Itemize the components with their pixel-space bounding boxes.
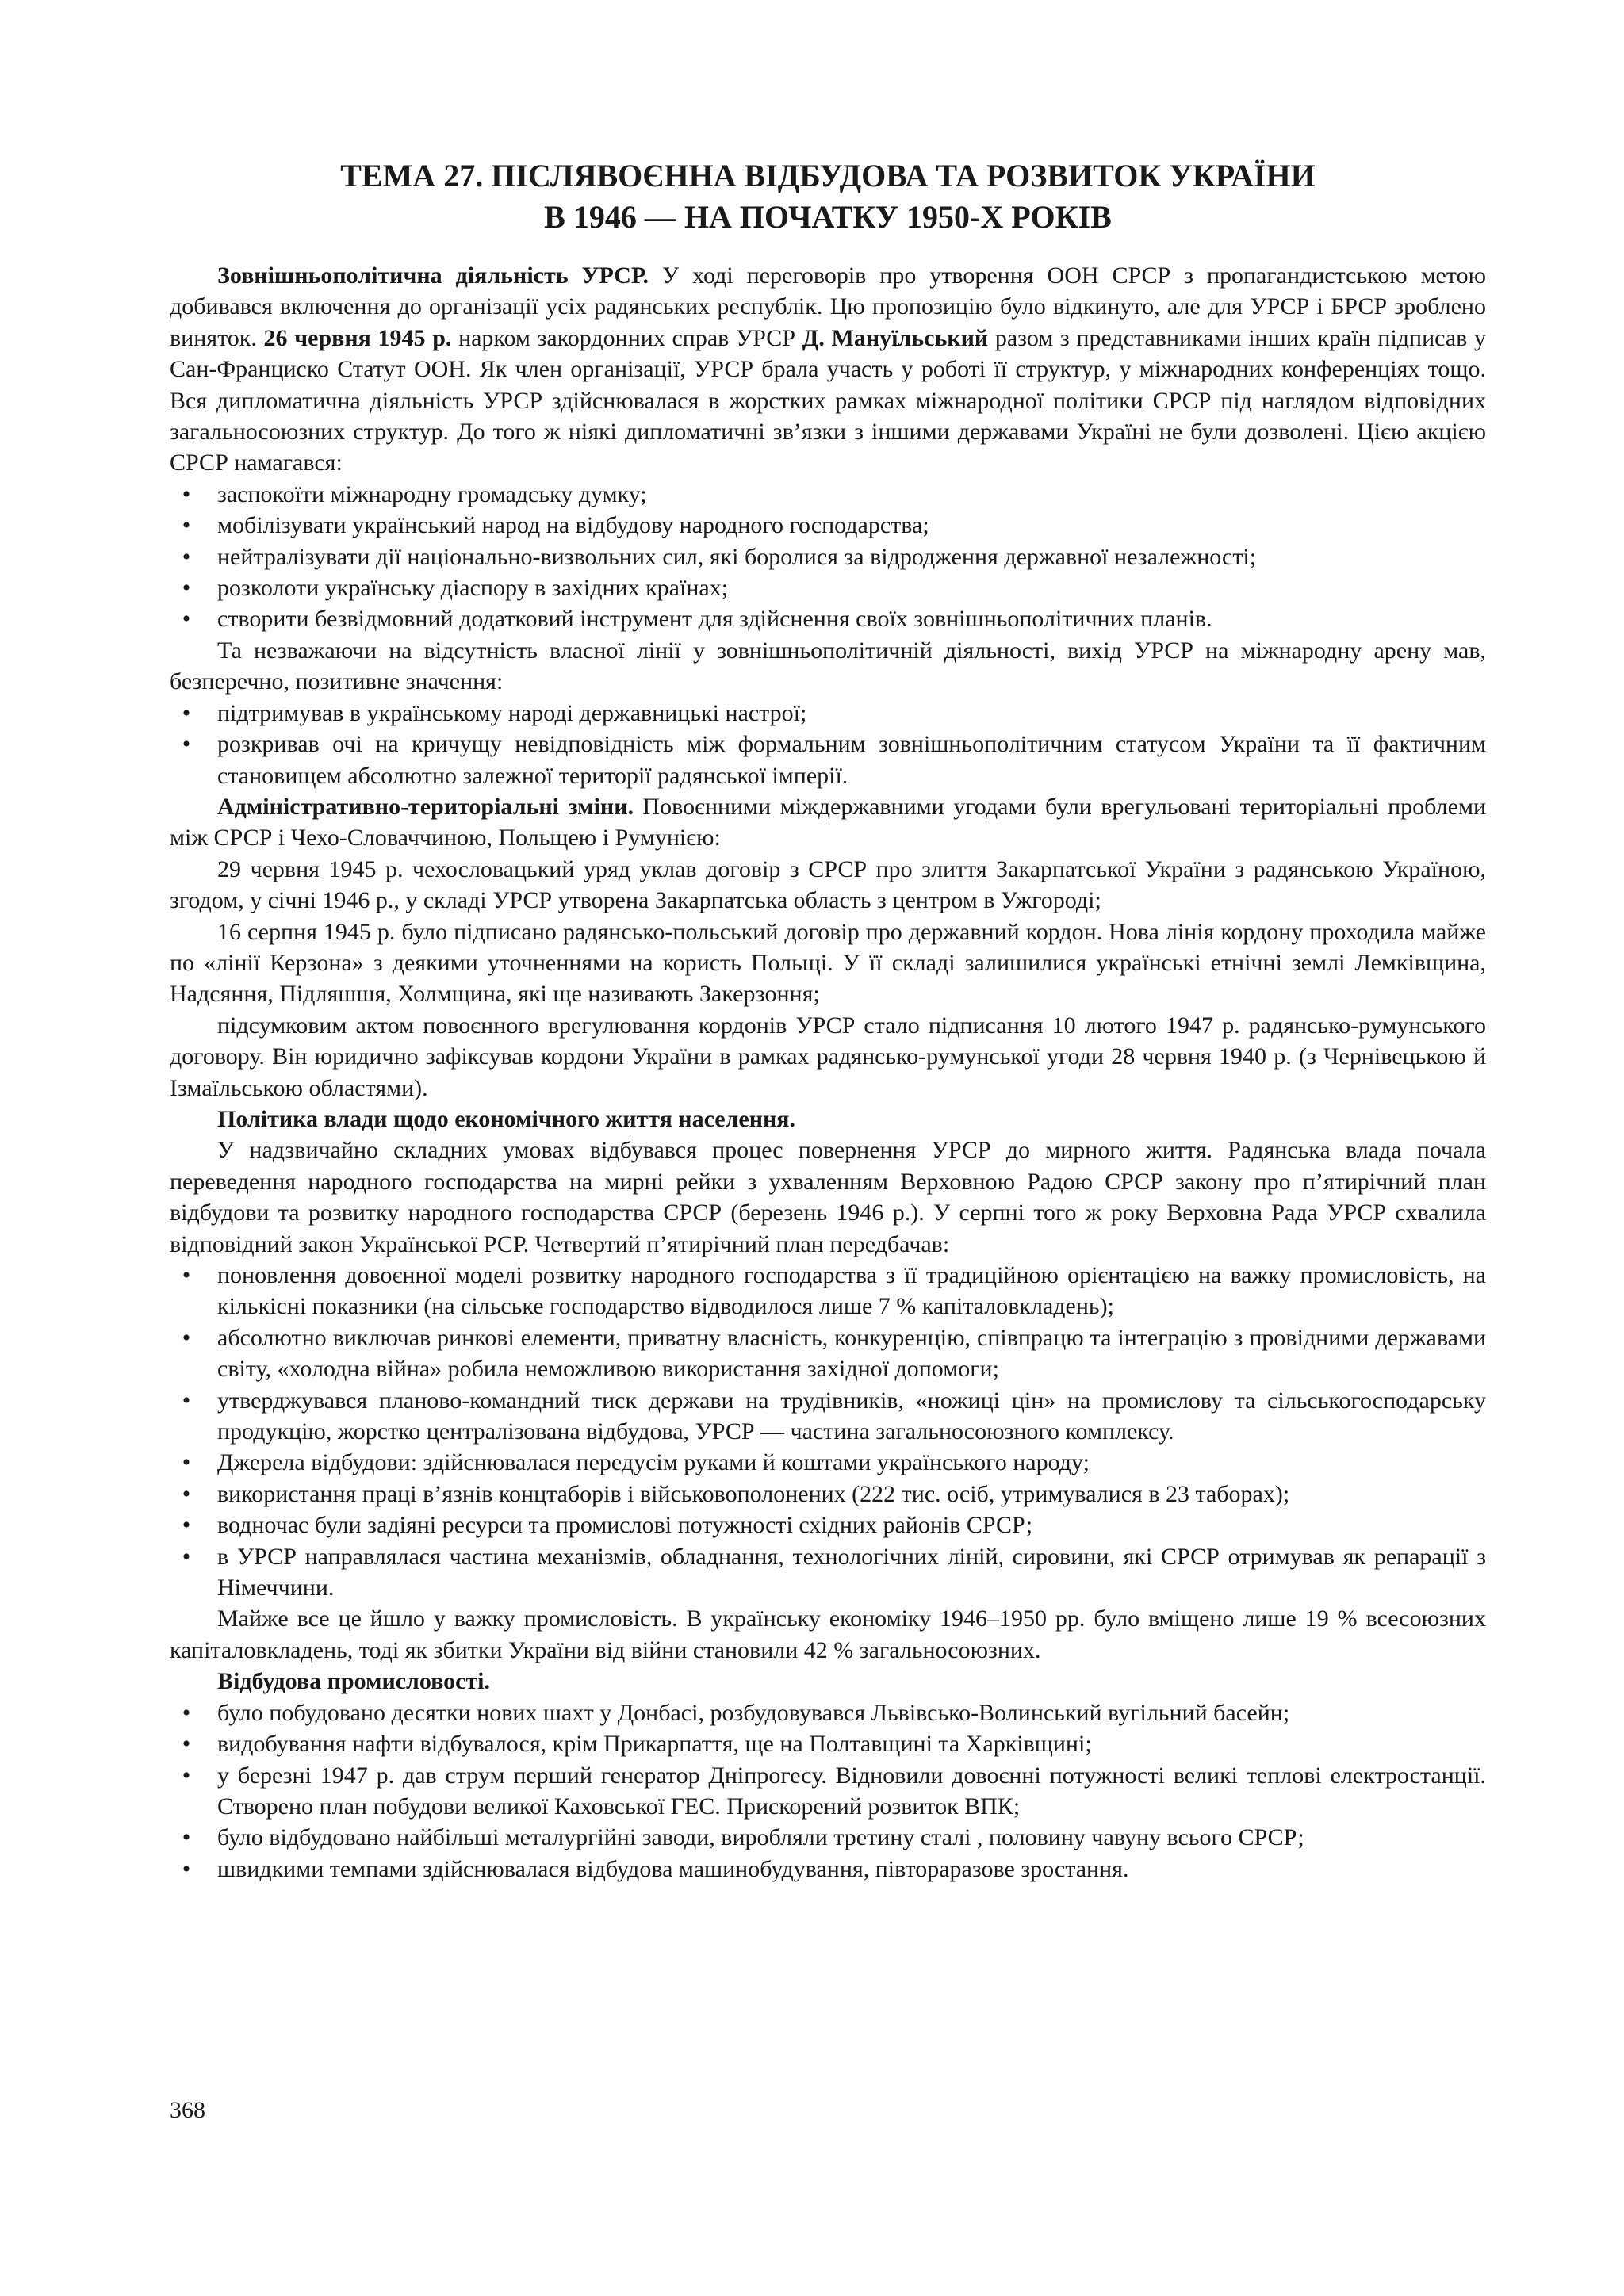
paragraph: Майже все це йшло у важку промисловість. В українську економіку 1946–1950 рр. було вміщено лише 19 % всесоюзних капіталовкладень, тоді як збитки України від війни становили 42 % загальносоюзних. [170,1605,1486,1663]
list-item [170,572,1486,603]
list-item [170,1479,1486,1510]
bullet-icon: • [182,1855,191,1882]
bullet-icon: • [182,1731,191,1758]
section-heading-foreign-policy: Зовнішньополітична діяльність УРСР. [217,262,649,289]
bold-date: 26 червня 1945 р. [263,324,452,351]
page-content [170,155,1486,1885]
paragraph: 29 червня 1945 р. чехословацький уряд уклав договір з СРСР про злиття Закарпатської України з радянською Україною, згодом, у січні 1946 р., у складі УРСР утворена Закарпатська область з центром в Ужгороді; [170,855,1486,914]
list-item-text: використання праці в’язнів концтаборів і військовополонених (222 тис. осіб, утримувалися в 23 таборах); [217,1480,1290,1507]
list-item [170,1854,1486,1885]
page-title [170,155,1486,238]
bullet-icon: • [182,731,191,758]
bullet-icon: • [182,1480,191,1507]
bullet-list-significance [170,698,1486,791]
title-line-2: В 1946 — НА ПОЧАТКУ 1950-Х РОКІВ [544,199,1112,235]
page-number: 368 [170,2097,205,2123]
list-item [170,541,1486,572]
list-item [170,1822,1486,1853]
list-item [170,1322,1486,1385]
section-heading-industry: Відбудова промисловості. [217,1668,491,1695]
text-run: нарком закордонних справ УРСР [451,324,802,351]
paragraph: У надзвичайно складних умовах відбувався процес повернення УРСР до мирного життя. Радянська влада почала переведення народного господарства на мирні рейки з ухваленням Верховною Радою СРСР закону про п’ятирічний план відбудови та розвитку народного господарства СРСР (березень 1946 р.). У серпні того ж року Верховна Рада УРСР схвалила відповідний закон Української РСР. Четвертий п’ятирічний план передбачав: [170,1137,1486,1257]
bullet-list-five-year-plan [170,1260,1486,1603]
bullet-icon: • [182,1449,191,1476]
list-item [170,1541,1486,1604]
bullet-icon: • [182,480,191,507]
body-text [170,260,1486,1885]
bullet-icon: • [182,1387,191,1414]
bullet-icon: • [182,1699,191,1726]
list-item-text: в УРСР направлялася частина механізмів, обладнання, технологічних ліній, сировини, які СРСР отримував як репарації з Німеччини. [217,1543,1486,1601]
list-item-text: мобілізувати український народ на відбудову народного господарства; [217,512,929,539]
list-item-text: утверджувався планово-командний тиск держави на трудівників, «ножиці цін» на промислову та сільськогосподарську продукцію, жорстко централізована відбудова, УРСР — частина загальносоюзного комплексу. [217,1387,1486,1445]
title-line-1: ТЕМА 27. ПІСЛЯВОЄННА ВІДБУДОВА ТА РОЗВИТОК УКРАЇНИ [340,158,1316,193]
bold-name: Д. Мануїльський [802,324,989,351]
list-item [170,603,1486,634]
list-item-text: абсолютно виключав ринкові елементи, приватну власність, конкуренцію, співпрацю та інтеграцію з провідними державами світу, «холодна війна» робила неможливою використання західної допомоги; [217,1324,1486,1383]
list-item-text: водночас були задіяні ресурси та промислові потужності східних районів СРСР; [217,1512,1033,1539]
list-item [170,1510,1486,1540]
bullet-list-industry [170,1697,1486,1885]
list-item-text: швидкими темпами здійснювалася відбудова машинобудування, півтораразове зростання. [217,1855,1129,1882]
list-item-text: нейтралізувати дії національно-визвольних сил, які боролися за відродження державної незалежності; [217,543,1257,570]
list-item-text: поновлення довоєнної моделі розвитку народного господарства з її традиційною орієнтацією на важку промисловість, на кількісні показники (на сільське господарство відводилося лише 7 % капіталовкладень); [217,1262,1486,1320]
list-item-text: розколоти українську діаспору в західних країнах; [217,575,729,602]
list-item-text: заспокоїти міжнародну громадську думку; [217,480,647,507]
list-item-text: створити безвідмовний додатковий інструмент для здійснення своїх зовнішньополітичних планів. [217,606,1212,633]
list-item [170,1760,1486,1823]
list-item [170,1385,1486,1448]
list-item-text: було побудовано десятки нових шахт у Донбасі, розбудовувався Львівсько-Волинський вугільний басейн; [217,1699,1290,1726]
list-item [170,1728,1486,1759]
bullet-icon: • [182,543,191,570]
paragraph: 16 серпня 1945 р. було підписано радянсько-польський договір про державний кордон. Нова лінія кордону проходила майже по «лінії Керзона» з деякими уточненнями на користь Польщі. У її складі залишилися українські етнічні землі Лемківщина, Надсяння, Підляшшя, Холмщина, які ще називають Закерзоння; [170,918,1486,1008]
bullet-icon: • [182,1762,191,1789]
list-item-text: видобування нафти відбувалося, крім Прикарпаття, ще на Полтавщині та Харківщині; [217,1731,1092,1758]
bullet-icon: • [182,699,191,726]
list-item [170,510,1486,541]
list-item [170,1697,1486,1728]
list-item [170,1260,1486,1322]
section-heading-territorial: Адміністративно-територіальні зміни. [217,793,634,820]
text-run: У ході переговорів про утворення ООН СРСР з пропагандистською метою добивався включення до організації усіх радянських республік. Цю пропозицію було відкинуто, але для УРСР і БРСР зроблено виняток. [170,262,1486,351]
paragraph-foreign-policy [170,260,1486,479]
list-item-text: було відбудовано найбільші металургійні заводи, виробляли третину сталі , половину чавуну всього СРСР; [217,1824,1304,1851]
list-item [170,1447,1486,1478]
bullet-icon: • [182,1262,191,1288]
paragraph: підсумковим актом повоєнного врегулювання кордонів УРСР стало підписання 10 лютого 1947 р. радянсько-румунського договору. Він юридично зафіксував кордони України в рамках радянсько-румунської угоди 28 червня 1940 р. (з Чернівецькою й Ізмаїльською областями). [170,1012,1486,1101]
paragraph-territorial-changes [170,791,1486,854]
bullet-icon: • [182,1543,191,1570]
text-run: разом з представниками інших країн підписав у Сан-Франциско Статут ООН. Як член організації, УРСР брала участь у роботі її структур, у міжнародних конференціях тощо. Вся дипломатична діяльність УРСР здійснювалася в жорстких рамках міжнародної політики СРСР під наглядом відповідних загальносоюзних структур. До того ж ніякі дипломатичні зв’язки з іншими державами Україні не були дозволені. Цією акцією СРСР намагався: [170,324,1486,476]
bullet-icon: • [182,512,191,539]
bullet-list-goals [170,479,1486,635]
list-item [170,729,1486,791]
text-run: Повоєнними міждержавними угодами були врегульовані територіальні проблеми між СРСР і Чехо-Словаччиною, Польщею і Румунією: [170,793,1486,851]
list-item-text: Джерела відбудови: здійснювалася передусім руками й коштами українського народу; [217,1449,1090,1476]
paragraph: Та незважаючи на відсутність власної лінії у зовнішньополітичній діяльності, вихід УРСР на міжнародну арену мав, безперечно, позитивне значення: [170,637,1486,695]
list-item-text: у березні 1947 р. дав струм перший генератор Дніпрогесу. Відновили довоєнні потужності великі теплові електростанції. Створено план побудови великої Каховської ГЕС. Прискорений розвиток ВПК; [217,1762,1486,1820]
list-item-text: підтримував в українському народі державницькі настрої; [217,699,807,726]
bullet-icon: • [182,1824,191,1851]
bullet-icon: • [182,575,191,602]
list-item [170,698,1486,729]
section-heading-economy: Політика влади щодо економічного життя населення. [217,1105,796,1132]
bullet-icon: • [182,1512,191,1539]
list-item-text: розкривав очі на кричущу невідповідність між формальним зовнішньополітичним статусом України та її фактичним становищем абсолютно залежної території радянської імперії. [217,731,1486,789]
bullet-icon: • [182,606,191,633]
list-item [170,479,1486,510]
bullet-icon: • [182,1324,191,1351]
